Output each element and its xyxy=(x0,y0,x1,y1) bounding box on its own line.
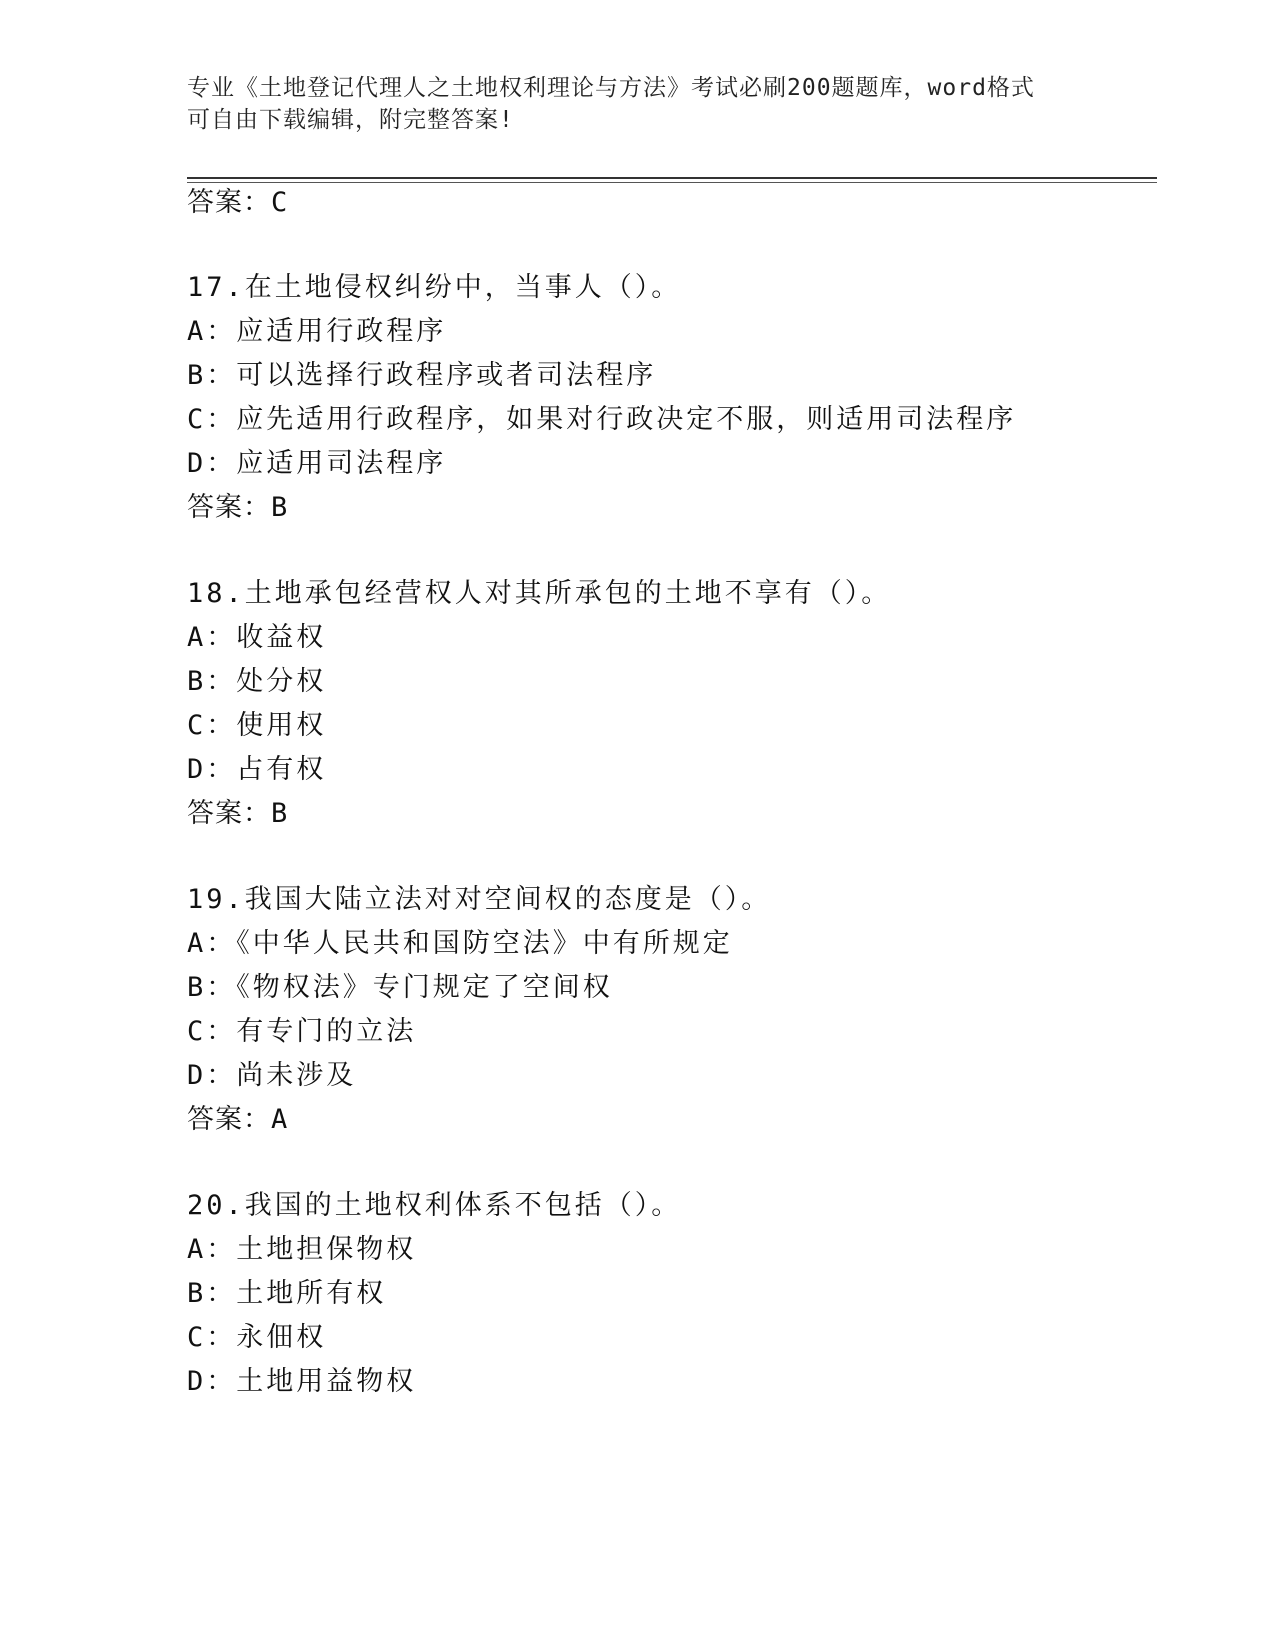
question-19-option-c: C：有专门的立法 xyxy=(187,1016,417,1047)
question-17-stem: 17.在土地侵权纠纷中，当事人（）。 xyxy=(187,272,682,303)
question-18-option-c: C：使用权 xyxy=(187,710,327,741)
document-header xyxy=(187,72,1087,136)
question-18-option-a: A：收益权 xyxy=(187,622,327,653)
question-20-option-a: A：土地担保物权 xyxy=(187,1234,417,1265)
header-divider-thick xyxy=(187,177,1157,179)
question-19-option-d: D：尚未涉及 xyxy=(187,1060,357,1091)
question-17-option-c: C：应先适用行政程序，如果对行政决定不服，则适用司法程序 xyxy=(187,404,1017,435)
answer-value: B xyxy=(271,798,289,829)
question-17-answer xyxy=(187,491,288,525)
question-17-option-a: A：应适用行政程序 xyxy=(187,316,447,347)
question-20-option-d: D：土地用益物权 xyxy=(187,1366,417,1397)
answer-prev xyxy=(187,186,288,220)
answer-value: C xyxy=(271,187,289,218)
question-20-option-b: B：土地所有权 xyxy=(187,1278,387,1309)
answer-label: 答案： xyxy=(187,1104,271,1135)
question-17-option-d: D：应适用司法程序 xyxy=(187,448,447,479)
question-18-option-d: D：占有权 xyxy=(187,754,327,785)
answer-label: 答案： xyxy=(187,492,271,523)
question-17-option-b: B：可以选择行政程序或者司法程序 xyxy=(187,360,657,391)
header-divider-thin xyxy=(187,182,1157,183)
question-18-answer xyxy=(187,797,288,831)
question-19-option-a: A：《中华人民共和国防空法》中有所规定 xyxy=(187,928,733,959)
answer-label: 答案： xyxy=(187,798,271,829)
question-18-stem: 18.土地承包经营权人对其所承包的土地不享有（）。 xyxy=(187,578,892,609)
question-18-option-b: B：处分权 xyxy=(187,666,327,697)
answer-label: 答案： xyxy=(187,187,271,218)
question-20-option-c: C：永佃权 xyxy=(187,1322,327,1353)
answer-value: B xyxy=(271,492,289,523)
question-20-stem: 20.我国的土地权利体系不包括（）。 xyxy=(187,1190,682,1221)
question-19-option-b: B：《物权法》专门规定了空间权 xyxy=(187,972,613,1003)
answer-value: A xyxy=(271,1104,289,1135)
question-19-stem: 19.我国大陆立法对对空间权的态度是（）。 xyxy=(187,884,772,915)
header-line-2: 可自由下载编辑，附完整答案! xyxy=(187,107,514,133)
question-19-answer xyxy=(187,1103,288,1137)
header-line-1: 专业《土地登记代理人之土地权利理论与方法》考试必刷200题题库，word格式 xyxy=(187,75,1035,101)
